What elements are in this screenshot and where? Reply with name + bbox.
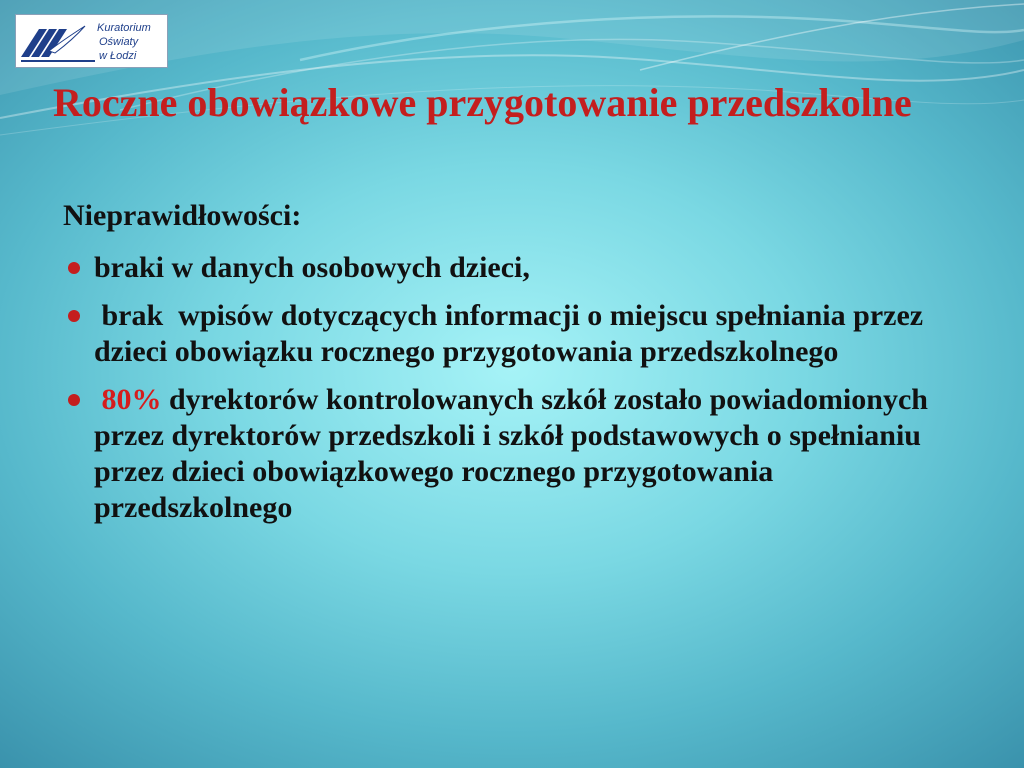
bullet-item-3	[63, 382, 943, 526]
bullet-text-2: brak wpisów dotyczących informacji o miejscu spełniania przez dzieci obowiązku rocznego przygotowania przedszkolnego	[94, 299, 931, 368]
round-bullet-icon	[68, 262, 80, 274]
bullet-highlight-percentage: 80%	[94, 383, 162, 416]
slide-title: Roczne obowiązkowe przygotowanie przedszkolne	[53, 80, 912, 125]
round-bullet-icon	[68, 310, 80, 322]
logo-line-2: Oświaty	[99, 36, 139, 48]
kuratorium-logo	[15, 14, 168, 68]
bullet-list	[63, 250, 943, 526]
bullet-item-1	[63, 250, 943, 286]
bullet-text-3: dyrektorów kontrolowanych szkół zostało powiadomionych przez dyrektorów przedszkoli i szkół podstawowych o spełnianiu przez dzieci obowiązkowego rocznego przygotowania przedszkolnego	[94, 383, 928, 524]
slide-content	[63, 198, 943, 538]
intro-heading: Nieprawidłowości:	[63, 199, 302, 232]
logo-line-1: Kuratorium	[97, 22, 151, 34]
logo-line-3: w Łodzi	[99, 50, 137, 62]
logo-emblem-icon	[21, 26, 95, 62]
bullet-text-1: braki w danych osobowych dzieci,	[94, 251, 530, 284]
bullet-item-2	[63, 298, 943, 370]
round-bullet-icon	[68, 394, 80, 406]
